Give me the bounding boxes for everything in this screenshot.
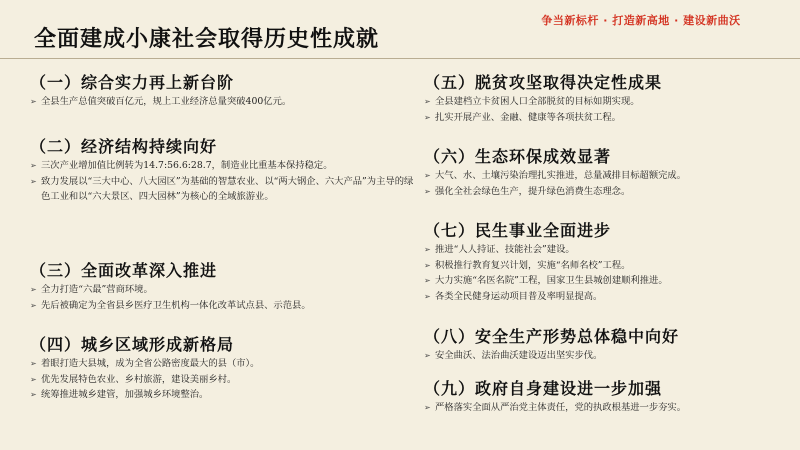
arrow-bullet-icon: ➢ [424, 112, 431, 122]
list-item-text: 先后被确定为全省县乡医疗卫生机构一体化改革试点县、示范县。 [41, 299, 311, 311]
list-item [30, 356, 415, 372]
section-heading: （四）城乡区域形成新格局 [30, 335, 235, 354]
list-item [424, 289, 786, 305]
arrow-bullet-icon: ➢ [30, 374, 37, 384]
list-item [424, 94, 786, 110]
section [30, 334, 415, 403]
arrow-bullet-icon: ➢ [30, 390, 37, 399]
list-item [30, 282, 415, 298]
list-item [424, 273, 786, 289]
list-item [424, 242, 786, 258]
list-item [424, 258, 786, 274]
section [30, 72, 415, 110]
list-item-text: 严格落实全面从严治党主体责任，党的执政根基进一步夯实。 [435, 402, 687, 413]
arrow-bullet-icon: ➢ [30, 161, 37, 170]
section [424, 220, 786, 304]
section-heading: （一）综合实力再上新台阶 [30, 73, 235, 92]
arrow-bullet-icon: ➢ [424, 186, 431, 196]
list-item-text: 各类全民健身运动项目普及率明显提高。 [435, 290, 603, 302]
list-item [424, 168, 786, 184]
section [30, 136, 415, 205]
title-divider [0, 58, 800, 59]
list-item [30, 174, 415, 205]
arrow-bullet-icon: ➢ [30, 300, 37, 310]
arrow-bullet-icon: ➢ [424, 276, 431, 285]
list-item [30, 387, 415, 403]
arrow-bullet-icon: ➢ [424, 171, 431, 180]
section [424, 378, 786, 416]
list-item [424, 110, 786, 126]
arrow-bullet-icon: ➢ [424, 291, 431, 301]
arrow-bullet-icon: ➢ [30, 359, 37, 368]
list-item [424, 184, 786, 200]
list-item-text: 全力打造“六最”营商环境。 [41, 284, 153, 295]
arrow-bullet-icon: ➢ [424, 97, 431, 106]
section-heading: （九）政府自身建设进一步加强 [424, 379, 663, 398]
list-item-text: 优先发展特色农业、乡村旅游，建设美丽乡村。 [41, 373, 237, 385]
section-heading: （七）民生事业全面进步 [424, 221, 612, 240]
arrow-bullet-icon: ➢ [424, 351, 431, 360]
list-item-text: 安全曲沃、法治曲沃建设迈出坚实步伐。 [435, 350, 603, 361]
list-item-text: 扎实开展产业、金融、健康等各项扶贫工程。 [435, 111, 621, 123]
slogan-banner [492, 9, 790, 31]
list-item [30, 372, 415, 388]
list-item-text: 全县建档立卡贫困人口全部脱贫的目标如期实现。 [435, 96, 640, 107]
list-item-text: 推进“人人持证、技能社会”建设。 [435, 244, 575, 255]
arrow-bullet-icon: ➢ [30, 285, 37, 294]
section-heading: （五）脱贫攻坚取得决定性成果 [424, 73, 663, 92]
list-item-text: 全县生产总值突破百亿元，规上工业经济总量突破400亿元。 [41, 96, 292, 107]
slogan-text: 争当新标杆 · 打造新高地 · 建设新曲沃 [541, 14, 741, 27]
list-item-text: 大力实施“名医名院”工程，国家卫生县城创建顺利推进。 [435, 275, 668, 286]
arrow-bullet-icon: ➢ [30, 176, 37, 186]
list-item [30, 158, 415, 174]
arrow-bullet-icon: ➢ [424, 245, 431, 254]
list-item-text: 强化全社会绿色生产，提升绿色消费生态理念。 [435, 185, 631, 197]
list-item [30, 94, 415, 110]
section-heading: （六）生态环保成效显著 [424, 147, 612, 166]
arrow-bullet-icon: ➢ [424, 260, 431, 270]
list-item-text: 致力发展以“三大中心、八大园区”为基础的智慧农业、以“两大钢企、六大产品”为主导的绿色工业和以“六大景区、四大园林”为核心的全域旅游业。 [41, 175, 414, 202]
list-item-text: 统筹推进城乡建管，加强城乡环境整治。 [41, 389, 209, 400]
list-item [424, 348, 786, 364]
list-item-text: 积极推行教育复兴计划，实施“名师名校”工程。 [435, 259, 631, 271]
list-item-text: 大气、水、土壤污染治理扎实推进，总量减排目标超额完成。 [435, 170, 687, 181]
section [424, 326, 786, 364]
section [424, 72, 786, 125]
section-heading: （二）经济结构持续向好 [30, 137, 218, 156]
page-title: 全面建成小康社会取得历史性成就 [34, 27, 380, 52]
section [30, 260, 415, 313]
list-item [30, 298, 415, 314]
arrow-bullet-icon: ➢ [30, 97, 37, 106]
section-heading: （三）全面改革深入推进 [30, 261, 218, 280]
list-item-text: 三次产业增加值比例转为14.7:56.6:28.7，制造业比重基本保持稳定。 [41, 160, 333, 171]
list-item-text: 着眼打造大县城，成为全省公路密度最大的县（市）。 [41, 358, 260, 369]
list-item [424, 400, 786, 416]
section [424, 146, 786, 199]
arrow-bullet-icon: ➢ [424, 403, 431, 412]
section-heading: （八）安全生产形势总体稳中向好 [424, 327, 680, 346]
